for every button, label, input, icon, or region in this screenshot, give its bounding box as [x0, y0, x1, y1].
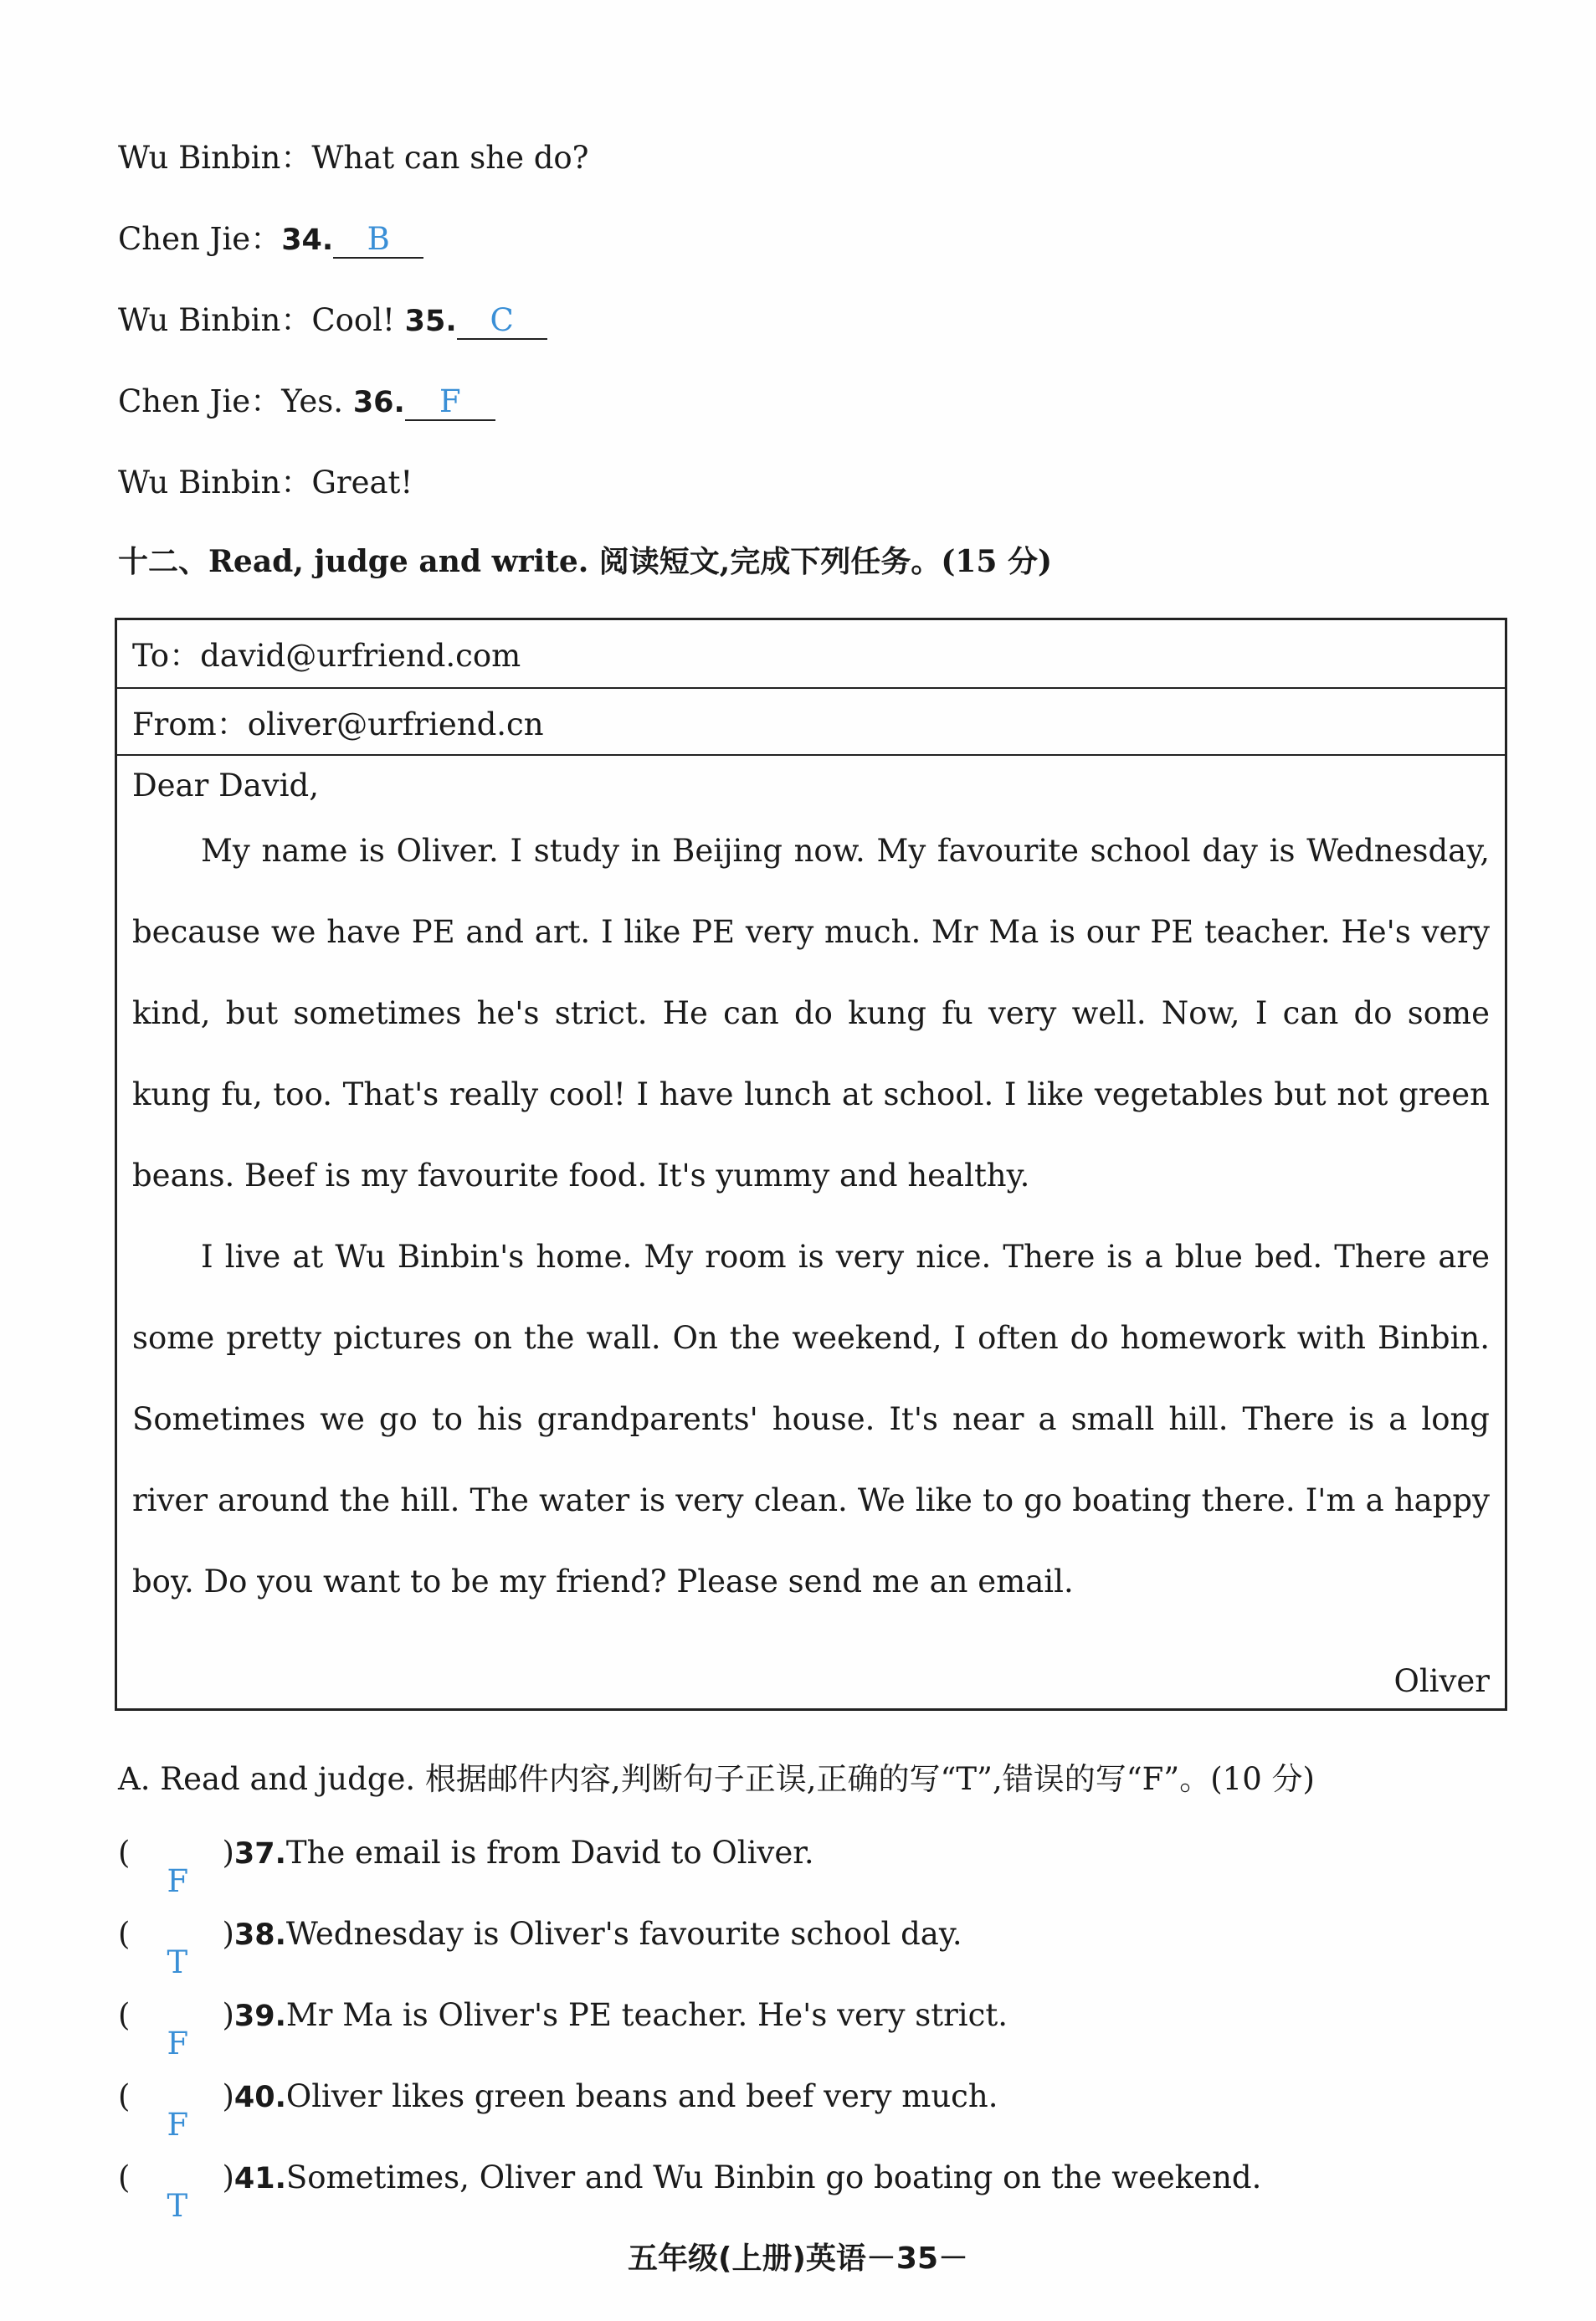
speaker: Chen Jie：: [118, 221, 282, 257]
question-number: 38.: [233, 1918, 286, 1952]
part-a-instruction: A. Read and judge. 根据邮件内容,判断句子正误,正确的写“T”,错误的写“F”。(10 分): [118, 1761, 1315, 1797]
answer-value: F: [439, 383, 461, 419]
email-signature: Oliver: [1393, 1663, 1490, 1699]
dialogue-text: Yes.: [281, 383, 353, 419]
question-number: 40.: [233, 2081, 286, 2114]
speaker: Wu Binbin：: [118, 140, 312, 176]
answer-value: T: [167, 1944, 188, 1980]
statement: Oliver likes green beans and beef very much.: [285, 2078, 998, 2114]
section-title: 十二、Read, judge and write. 阅读短文,完成下列任务。(15 分): [118, 544, 1053, 579]
question-number: 37.: [233, 1837, 286, 1871]
answer-blank[interactable]: [457, 304, 547, 340]
question-number: 41.: [233, 2162, 286, 2195]
statement: Sometimes, Oliver and Wu Binbin go boating on the weekend.: [285, 2159, 1262, 2195]
speaker: Wu Binbin：: [118, 302, 312, 338]
judge-item-38: ( T )38.Wednesday is Oliver's favourite school day.: [118, 1916, 962, 1980]
email-body: [132, 810, 1490, 1622]
answer-blank[interactable]: [333, 223, 423, 259]
statement: The email is from David to Oliver.: [285, 1835, 814, 1871]
answer-value: F: [167, 1863, 189, 1899]
speaker: Chen Jie：: [118, 383, 282, 419]
email-greeting: Dear David,: [132, 768, 319, 804]
question-number: 35.: [404, 305, 457, 338]
dialogue-line-4: [118, 376, 495, 421]
dialogue-line-2: [118, 213, 423, 259]
judge-item-37: ( F )37.The email is from David to Oliver.: [118, 1835, 814, 1899]
question-number: 39.: [233, 2000, 286, 2033]
email-to-row: [117, 620, 1505, 689]
answer-blank[interactable]: [405, 385, 495, 421]
email-from: From：oliver@urfriend.cn: [132, 706, 544, 742]
dialogue-text: What can she do?: [311, 140, 589, 176]
answer-value: B: [367, 221, 390, 257]
dialogue-text: Cool!: [311, 302, 405, 338]
judge-item-41: ( T )41.Sometimes, Oliver and Wu Binbin go boating on the weekend.: [118, 2159, 1262, 2224]
email-box: [115, 618, 1507, 1711]
answer-value: T: [167, 2188, 188, 2224]
email-to: To：david@urfriend.com: [132, 638, 521, 674]
statement: Wednesday is Oliver's favourite school day.: [285, 1916, 962, 1952]
page-footer: 五年级(上册)英语－35－: [627, 2241, 968, 2276]
email-paragraph-1: My name is Oliver. I study in Beijing now. My favourite school day is Wednesday, because we have PE and art. I like PE very much. Mr Ma is our PE teacher. He's very kind, but sometimes he's strict. He can do kung fu very well. Now, I can do some kung fu, too. That's really cool! I have lunch at school. I like vegetables but not green beans. Beef is my favourite food. It's yummy and healthy.: [132, 833, 1490, 1194]
judge-item-39: ( F )39.Mr Ma is Oliver's PE teacher. He's very strict.: [118, 1997, 1008, 2062]
question-number: 36.: [352, 386, 405, 419]
statement: Mr Ma is Oliver's PE teacher. He's very strict.: [285, 1997, 1008, 2033]
question-number: 34.: [281, 223, 334, 257]
email-from-row: [117, 689, 1505, 756]
answer-value: F: [167, 2026, 189, 2062]
dialogue-line-1: [118, 132, 589, 177]
judge-item-40: ( F )40.Oliver likes green beans and beef very much.: [118, 2078, 998, 2143]
dialogue-line-5: [118, 457, 413, 502]
answer-value: C: [490, 302, 514, 338]
speaker: Wu Binbin：: [118, 465, 312, 501]
dialogue-text: Great!: [311, 465, 413, 501]
answer-value: F: [167, 2107, 189, 2143]
dialogue-line-3: [118, 295, 547, 340]
email-paragraph-2: I live at Wu Binbin's home. My room is very nice. There is a blue bed. There are some pretty pictures on the wall. On the weekend, I often do homework with Binbin. Sometimes we go to his grandparents' house. It's near a small hill. There is a long river around the hill. The water is very clean. We like to go boating there. I'm a happy boy. Do you want to be my friend? Please send me an email.: [132, 1239, 1490, 1600]
